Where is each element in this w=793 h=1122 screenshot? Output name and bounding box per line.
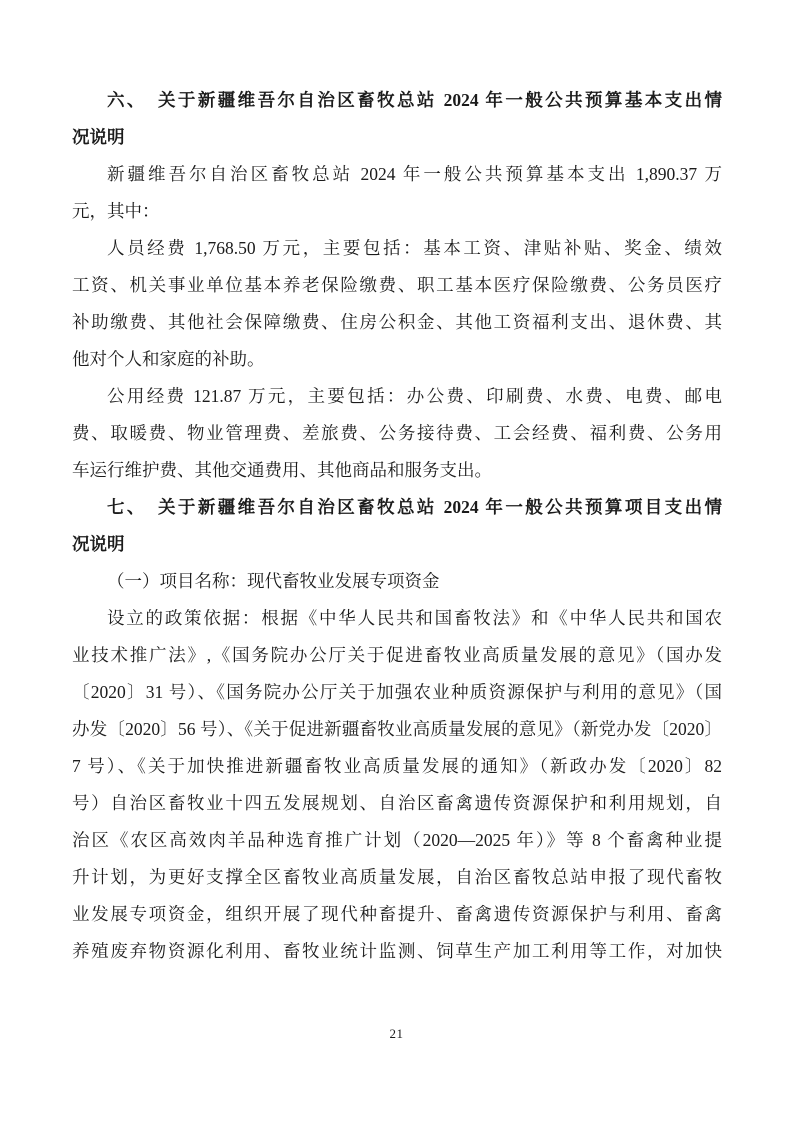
text-line: 元，其中： [72,201,160,221]
text-line: 况说明 [72,127,125,147]
text-line: 业发展专项资金，组织开展了现代种畜提升、畜禽遗传资源保护与利用、畜禽 [72,904,722,924]
paragraph-block [72,600,722,970]
document-content [72,82,722,970]
text-line: 人员经费 1,768.50 万元，主要包括：基本工资、津贴补贴、奖金、绩效 [107,238,722,258]
text-line: 养殖废弃物资源化利用、畜牧业统计监测、饲草生产加工利用等工作，对加快 [72,941,722,961]
text-line: 〔2020〕31 号）、《国务院办公厅关于加强农业种质资源保护与利用的意见》（国 [72,682,722,702]
text-line: 七、 关于新疆维吾尔自治区畜牧总站 2024 年一般公共预算项目支出情 [107,497,722,517]
page-number: 21 [389,1026,404,1041]
heading-block [72,82,722,156]
paragraph-block [72,378,722,489]
paragraph-block [72,156,722,230]
heading-block [72,489,722,563]
text-line: 新疆维吾尔自治区畜牧总站 2024 年一般公共预算基本支出 1,890.37 万 [107,164,722,184]
text-line: 费、取暖费、物业管理费、差旅费、公务接待费、工会经费、福利费、公务用 [72,423,722,443]
paragraph-block [72,230,722,378]
text-line: 补助缴费、其他社会保障缴费、住房公积金、其他工资福利支出、退休费、其 [72,312,722,332]
paragraph-block [72,563,722,600]
text-line: 公用经费 121.87 万元，主要包括：办公费、印刷费、水费、电费、邮电 [107,386,722,406]
text-line: 车运行维护费、其他交通费用、其他商品和服务支出。 [72,460,492,480]
text-line: 7 号）、《关于加快推进新疆畜牧业高质量发展的通知》（新政办发〔2020〕82 [72,756,722,776]
text-line: 况说明 [72,534,125,554]
text-line: 治区《农区高效肉羊品种选育推广计划（2020—2025 年）》等 8 个畜禽种业提 [72,830,722,850]
text-line: 业技术推广法》,《国务院办公厅关于促进畜牧业高质量发展的意见》（国办发 [72,645,722,665]
text-line: 六、 关于新疆维吾尔自治区畜牧总站 2024 年一般公共预算基本支出情 [107,90,722,110]
text-line: 升计划，为更好支撑全区畜牧业高质量发展，自治区畜牧总站申报了现代畜牧 [72,867,722,887]
text-line: （一）项目名称：现代畜牧业发展专项资金 [107,571,440,591]
text-line: 号）自治区畜牧业十四五发展规划、自治区畜禽遗传资源保护和利用规划，自 [72,793,722,813]
text-line: 设立的政策依据：根据《中华人民共和国畜牧法》和《中华人民共和国农 [107,608,722,628]
text-line: 工资、机关事业单位基本养老保险缴费、职工基本医疗保险缴费、公务员医疗 [72,275,722,295]
text-line: 他对个人和家庭的补助。 [72,349,265,369]
text-line: 办发〔2020〕56 号）、《关于促进新疆畜牧业高质量发展的意见》（新党办发〔2020〕 [72,719,722,739]
